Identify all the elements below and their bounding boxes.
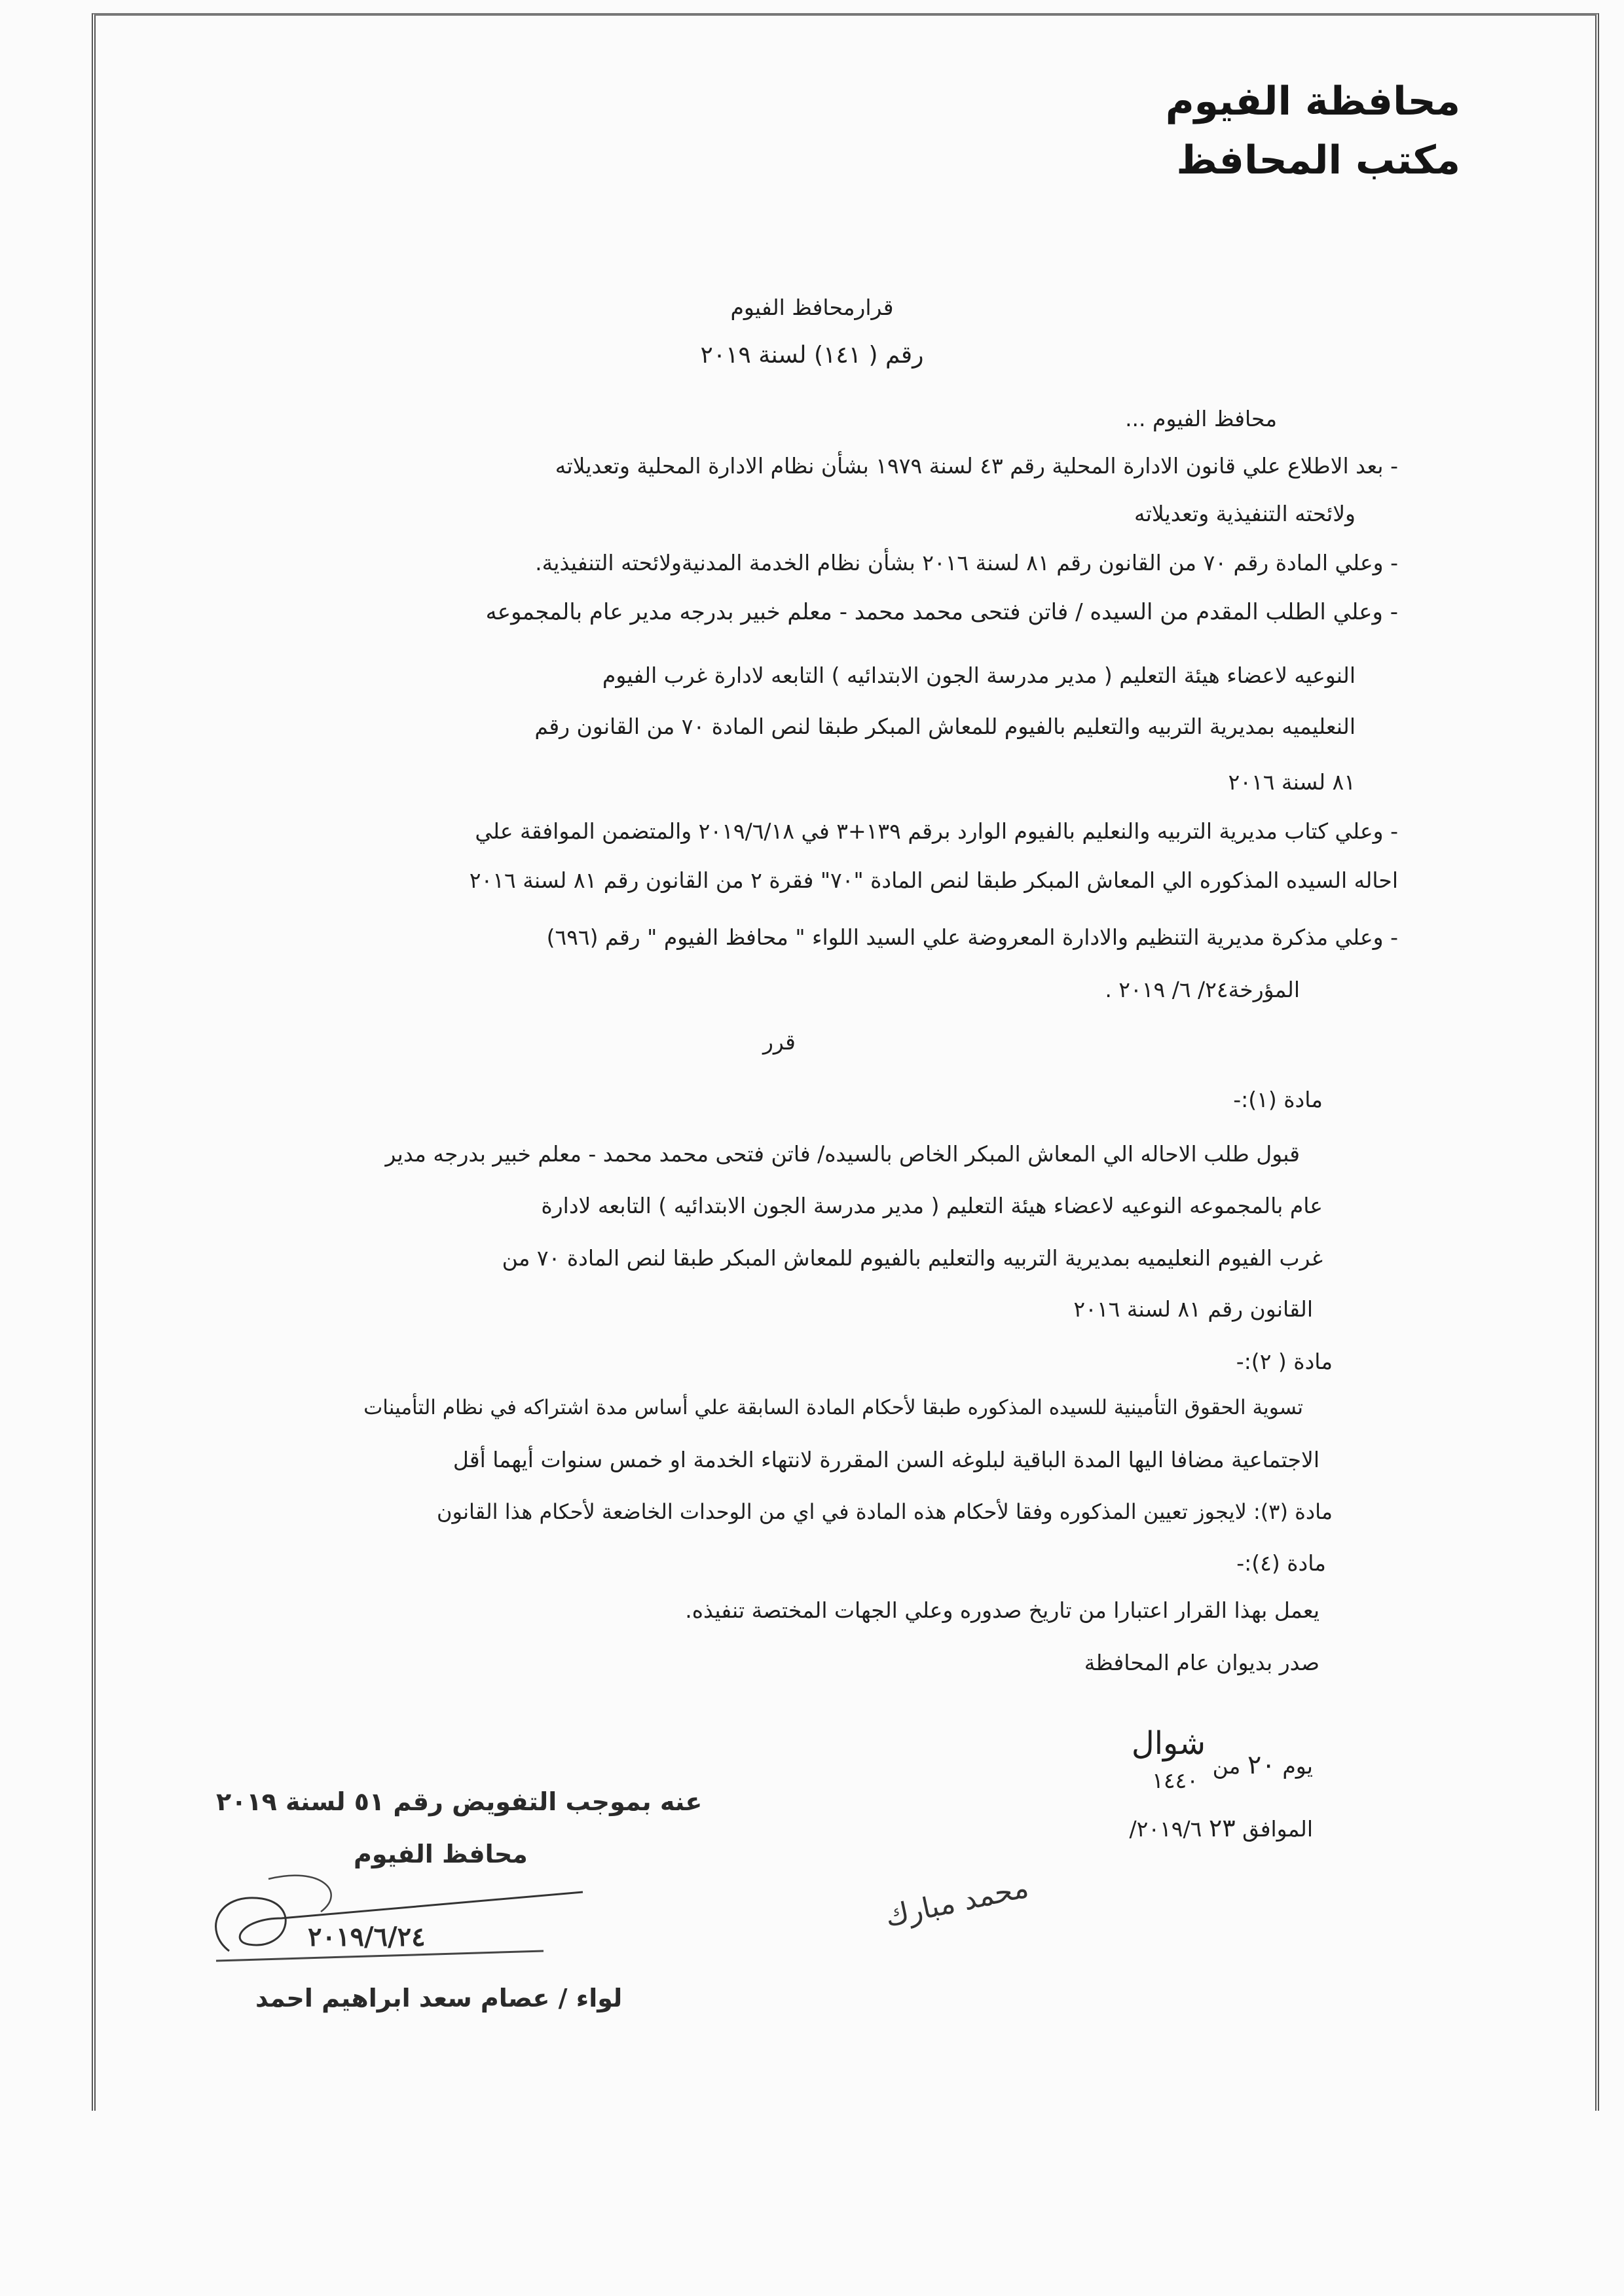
preamble-line-9: احاله السيده المذكوره الي المعاش المبكر طبقا لنص المادة "٧٠" فقرة ٢ من القانون رقم ٨١ لسنة ٢٠١٦ [469, 867, 1398, 893]
preamble-line-7: ٨١ لسنة ٢٠١٦ [1228, 769, 1356, 795]
decision-number: رقم ( ١٤١) لسنة ٢٠١٩ [700, 342, 924, 369]
gregorian-date [1129, 1813, 1313, 1842]
signature-date: ٢٠١٩/٦/٢٤ [308, 1922, 426, 1952]
hijri-year: ١٤٤٠ [1152, 1768, 1198, 1793]
greg-date: ٢٠١٩/٦/ [1129, 1816, 1202, 1842]
preamble-line-8: - وعلي كتاب مديرية التربيه والنعليم بالفيوم الوارد برقم ١٣٩+٣ في ٢٠١٩/٦/١٨ والمتضمن الموافقة علي [475, 818, 1398, 844]
reviewer-initials: محمد مبارك [882, 1870, 1032, 1934]
article-3: مادة (٣): لايجوز تعيين المذكوره وفقا لأحكام هذه المادة في اي من الوحدات الخاضعة لأحكام هذا القانون [437, 1499, 1333, 1524]
addressee: محافظ الفيوم ... [1125, 406, 1277, 431]
hijri-month: شوال [1131, 1725, 1206, 1762]
signature-block [216, 1787, 703, 2062]
preamble-line-5: النوعيه لاعضاء هيئة التعليم ( مدير مدرسة الجون الابتدائيه ) التابعه لادارة غرب الفيوم [602, 663, 1356, 688]
preamble-line-6: النعليميه بمديرية التربيه والتعليم بالفيوم للمعاش المبكر طبقا لنص المادة ٧٠ من القانون رقم [534, 714, 1356, 739]
hijri-day: ٢٠ [1247, 1750, 1276, 1780]
greg-label: الموافق [1242, 1816, 1313, 1842]
signature-scribble [190, 1853, 635, 1971]
hijri-label: يوم [1282, 1753, 1313, 1779]
preamble-line-3: - وعلي المادة رقم ٧٠ من القانون رقم ٨١ لسنة ٢٠١٦ بشأن نظام الخدمة المدنيةولائحته التنفيذية. [535, 550, 1398, 575]
article-4-line: يعمل بهذا القرار اعتبارا من تاريخ صدوره وعلي الجهات المختصة تنفيذه. [685, 1597, 1320, 1623]
article-1-line-1: قبول طلب الاحاله الي المعاش المبكر الخاص بالسيده/ فاتن فتحى محمد محمد - معلم خبير بدرجه مدير [385, 1141, 1300, 1167]
preamble-line-4: - وعلي الطلب المقدم من السيده / فاتن فتحى محمد محمد - معلم خبير بدرجه مدير عام بالمجموعه [485, 599, 1398, 625]
decision-title: قرارمحافظ الفيوم [730, 295, 894, 320]
article-2-line-2: الاجتماعية مضافا اليها المدة الباقية لبلوغه السن المقررة لانتهاء الخدمة او خمس سنوات أيهما أقل [452, 1447, 1320, 1472]
issued-note: صدر بديوان عام المحافظة [1084, 1650, 1320, 1675]
article-1-line-2: عام بالمجموعه النوعيه لاعضاء هيئة التعليم ( مدير مدرسة الجون الابتدائيه ) التابعه لادارة [541, 1193, 1323, 1218]
office-name: مكتب المحافظ [1176, 137, 1460, 183]
article-2-title: مادة ( ٢):- [1236, 1349, 1333, 1374]
decided-heading: قرر [763, 1029, 796, 1055]
article-4-title: مادة (٤):- [1236, 1550, 1326, 1576]
preamble-line-2: ولائحته التنفيذية وتعديلاته [1134, 501, 1356, 526]
article-1-line-3: غرب الفيوم النعليميه بمديرية التربيه والتعليم بالفيوم للمعاش المبكر طبقا لنص المادة ٧٠ من [502, 1245, 1323, 1271]
article-1-line-4: القانون رقم ٨١ لسنة ٢٠١٦ [1073, 1296, 1313, 1322]
governor-title: محافظ الفيوم [354, 1840, 528, 1868]
article-2-line-1: تسوية الحقوق التأمينية للسيده المذكوره طبقا لأحكام المادة السابقة علي أساس مدة اشتراكه في نظام التأمينات [363, 1396, 1303, 1419]
signatory-name: لواء / عصام سعد ابراهيم احمد [255, 1984, 623, 2013]
preamble-line-1: - بعد الاطلاع علي قانون الادارة المحلية رقم ٤٣ لسنة ١٩٧٩ بشأن نظام الادارة المحلية وتعديلاته [555, 453, 1398, 479]
article-1-title: مادة (١):- [1233, 1087, 1323, 1112]
delegation-line: عنه بموجب التفويض رقم ٥١ لسنة ٢٠١٩ [216, 1787, 703, 1816]
hijri-month-prefix: من [1212, 1753, 1241, 1779]
preamble-line-10: - وعلي مذكرة مديرية التنظيم والادارة المعروضة علي السيد اللواء " محافظ الفيوم " رقم (٦٩٦) [546, 924, 1398, 950]
governorate-name: محافظة الفيوم [1165, 79, 1460, 124]
preamble-line-11: المؤرخة٢٤/ ٦/ ٢٠١٩ . [1105, 977, 1300, 1002]
greg-day: ٢٣ [1208, 1813, 1236, 1842]
